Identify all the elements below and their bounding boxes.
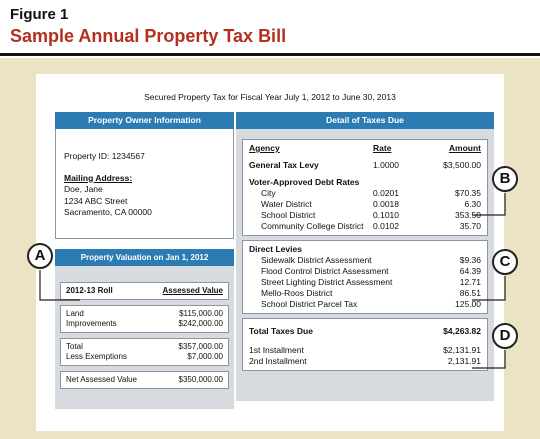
assessed-value-column-header: Assessed Value — [162, 286, 223, 295]
voter-label: Community College District — [261, 221, 364, 231]
direct-levy-amount: 86.51 — [459, 288, 481, 298]
valuation-panel-header: Property Valuation on Jan 1, 2012 — [55, 249, 234, 266]
callout-c-line — [472, 276, 505, 300]
figure-label: Figure 1 — [10, 6, 69, 23]
roll-column-header: 2012-13 Roll — [66, 286, 113, 295]
callout-a-badge: A — [27, 243, 53, 269]
voter-amount: 6.30 — [464, 199, 481, 209]
mailing-address-label: Mailing Address: — [64, 172, 133, 183]
detail-panel-header: Detail of Taxes Due — [236, 112, 494, 129]
voter-amount: $70.35 — [455, 188, 481, 198]
total-taxes-amount: $4,263.82 — [443, 326, 481, 336]
direct-levy-label: Sidewalk District Assessment — [261, 255, 372, 265]
owner-street: 1234 ABC Street — [64, 195, 128, 206]
owner-city: Sacramento, CA 00000 — [64, 207, 152, 217]
direct-levy-label: Flood Control District Assessment — [261, 266, 389, 276]
callout-b-line — [472, 193, 505, 215]
voter-rate: 0.1010 — [373, 210, 399, 220]
exemptions-label: Less Exemptions — [66, 352, 127, 361]
voter-label: City — [261, 188, 276, 198]
land-label: Land — [66, 309, 84, 318]
voter-rate: 0.0201 — [373, 188, 399, 198]
direct-levy-amount: $9.36 — [459, 255, 481, 265]
total-value: $357,000.00 — [178, 342, 223, 351]
voter-label: Water District — [261, 199, 312, 209]
voter-rate: 0.0102 — [373, 221, 399, 231]
callout-d-badge: D — [492, 323, 518, 349]
general-levy-amount: $3,500.00 — [443, 160, 481, 170]
direct-levy-amount: 125.00 — [455, 299, 481, 309]
figure-title: Sample Annual Property Tax Bill — [10, 26, 287, 46]
exemptions-value: $7,000.00 — [187, 352, 223, 361]
improvements-value: $242,000.00 — [178, 319, 223, 328]
improvements-label: Improvements — [66, 319, 117, 328]
installment-amount: 2,131.91 — [447, 356, 481, 366]
voter-label: School District — [261, 210, 316, 220]
general-levy-label: General Tax Levy — [249, 160, 319, 170]
total-label: Total — [66, 342, 83, 351]
voter-rate: 0.0018 — [373, 199, 399, 209]
land-value: $115,000.00 — [179, 309, 223, 318]
voter-amount: 353.50 — [455, 210, 481, 220]
net-assessed-value: $350,000.00 — [178, 375, 223, 384]
installment-label: 2nd Installment — [249, 356, 307, 366]
callout-a-line — [40, 270, 80, 300]
agency-column-header: Agency — [249, 143, 280, 153]
total-taxes-label: Total Taxes Due — [249, 326, 313, 336]
bill-heading: Secured Property Tax for Fiscal Year July 1, 2012 to June 30, 2013 — [144, 92, 396, 102]
general-levy-rate: 1.0000 — [373, 160, 399, 170]
owner-name: Doe, Jane — [64, 184, 103, 194]
installment-label: 1st Installment — [249, 345, 304, 355]
direct-levy-label: Street Lighting District Assessment — [261, 277, 393, 287]
voter-amount: 35.70 — [459, 221, 481, 231]
voter-debt-header: Voter-Approved Debt Rates — [249, 177, 360, 187]
direct-levies-header: Direct Levies — [249, 244, 302, 254]
direct-levy-label: School District Parcel Tax — [261, 299, 358, 309]
rate-column-header: Rate — [373, 143, 392, 153]
callout-b-badge: B — [492, 166, 518, 192]
direct-levy-label: Mello-Roos District — [261, 288, 333, 298]
owner-panel-header: Property Owner Information — [55, 112, 234, 129]
net-assessed-label: Net Assessed Value — [66, 375, 138, 384]
callout-c-badge: C — [492, 249, 518, 275]
installment-amount: $2,131.91 — [443, 345, 481, 355]
callout-d-line — [472, 350, 505, 368]
amount-column-header: Amount — [448, 143, 481, 153]
property-id: Property ID: 1234567 — [64, 151, 145, 161]
direct-levy-amount: 12.71 — [459, 277, 481, 287]
direct-levy-amount: 64.39 — [459, 266, 481, 276]
